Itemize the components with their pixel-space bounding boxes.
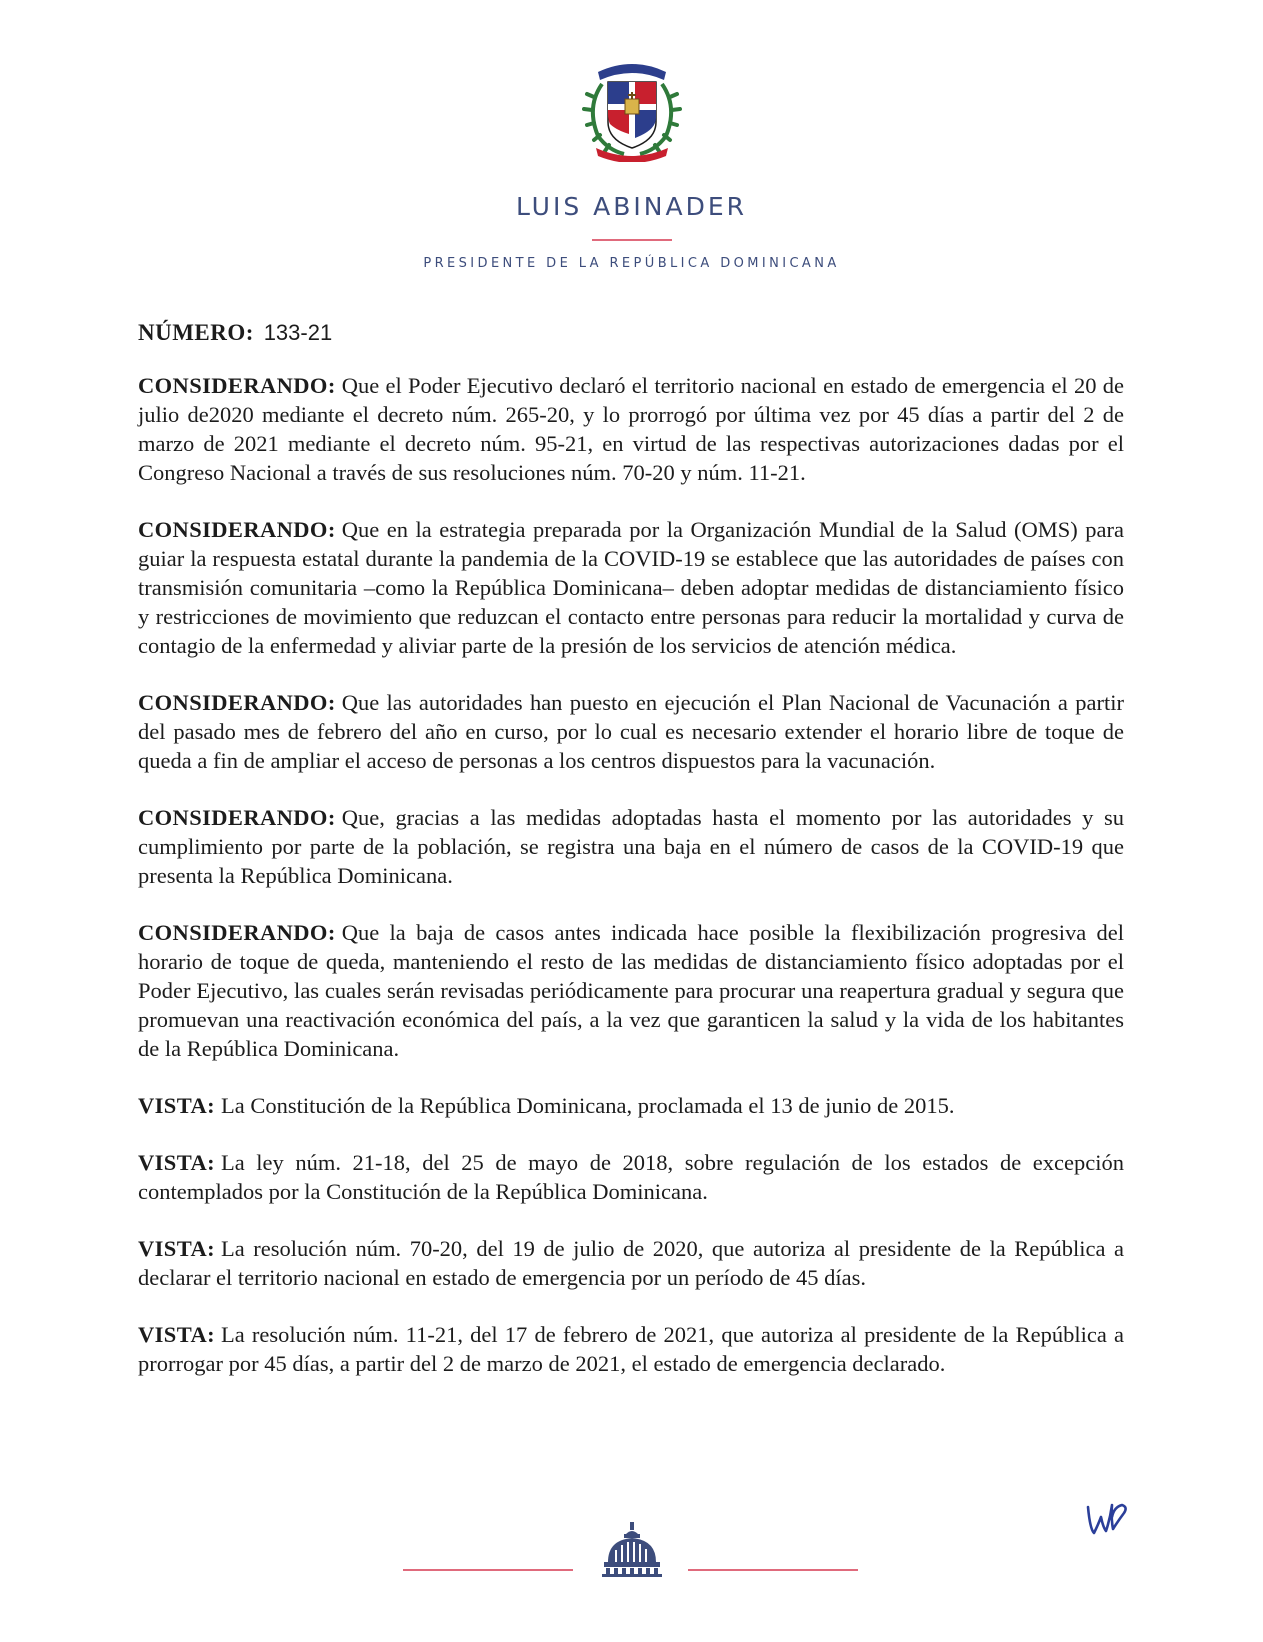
paragraph-text: Que en la estrategia preparada por la Organización Mundial de la Salud (OMS) para guiar la respuesta estatal durante la pandemia de la COVID-19 se establece que las autoridades de países con transmisión comunitaria –como la República Dominicana– deben adoptar medidas de distanciamiento físico y restricciones de movimiento que reduzcan el contacto entre personas para reducir la mortalidad y curva de contagio de la enfermedad y aliviar parte de la presión de los servicios de atención médica. [138, 517, 1124, 658]
paragraph-label: VISTA: [138, 1150, 215, 1175]
paragraph-text: La Constitución de la República Dominicana, proclamada el 13 de junio de 2015. [221, 1093, 955, 1118]
paragraph-text: La resolución núm. 70-20, del 19 de julio de 2020, que autoriza al presidente de la República a declarar el territorio nacional en estado de emergencia por un período de 45 días. [138, 1236, 1124, 1290]
footer-rule-left [403, 1569, 573, 1571]
paragraph-considerando-4 [138, 803, 1124, 890]
header-subtitle: PRESIDENTE DE LA REPÚBLICA DOMINICANA [423, 256, 840, 271]
paragraph-vista-1 [138, 1091, 1124, 1120]
dome-building-icon [600, 1522, 664, 1578]
coat-of-arms-icon [580, 52, 684, 162]
paragraph-considerando-2 [138, 515, 1124, 660]
paragraph-considerando-3 [138, 688, 1124, 775]
paragraph-vista-4 [138, 1320, 1124, 1378]
paragraph-label: CONSIDERANDO: [138, 920, 336, 945]
header-name: LUIS ABINADER [515, 192, 748, 221]
paragraph-text: Que las autoridades han puesto en ejecución el Plan Nacional de Vacunación a partir del pasado mes de febrero del año en curso, por lo cual es necesario extender el horario libre de toque de queda a fin de ampliar el acceso de personas a los centros dispuestos para la vacunación. [138, 690, 1124, 773]
footer-rule-right [688, 1569, 858, 1571]
paragraph-text: Que el Poder Ejecutivo declaró el territorio nacional en estado de emergencia el 20 de julio de2020 mediante el decreto núm. 265-20, y lo prorrogó por última vez por 45 días a partir del 2 de marzo de 2021 mediante el decreto núm. 95-21, en virtud de las respectivas autorizaciones dadas por el Congreso Nacional a través de sus resoluciones núm. 70-20 y núm. 11-21. [138, 373, 1124, 485]
paragraph-label: VISTA: [138, 1322, 215, 1347]
paragraph-label: VISTA: [138, 1093, 215, 1118]
paragraph-label: VISTA: [138, 1236, 215, 1261]
paragraph-label: CONSIDERANDO: [138, 373, 336, 398]
paragraph-label: CONSIDERANDO: [138, 517, 336, 542]
paragraph-vista-3 [138, 1234, 1124, 1292]
document-number-label: NÚMERO: [138, 320, 254, 345]
header-divider [592, 239, 672, 241]
document-number-value: 133-21 [263, 320, 333, 345]
paragraph-label: CONSIDERANDO: [138, 805, 336, 830]
paragraph-text: La resolución núm. 11-21, del 17 de febrero de 2021, que autoriza al presidente de la República a prorrogar por 45 días, a partir del 2 de marzo de 2021, el estado de emergencia declarado. [138, 1322, 1124, 1376]
paragraph-vista-2 [138, 1148, 1124, 1206]
paragraph-text: Que la baja de casos antes indicada hace posible la flexibilización progresiva del horario de toque de queda, manteniendo el resto de las medidas de distanciamiento físico adoptadas por el Poder Ejecutivo, las cuales serán revisadas periódicamente para procurar una reapertura gradual y segura que promuevan una reactivación económica del país, a la vez que garanticen la salud y la vida de los habitantes de la República Dominicana. [138, 920, 1124, 1061]
paragraph-considerando-1 [138, 371, 1124, 487]
document-number [138, 320, 332, 346]
paragraph-considerando-5 [138, 918, 1124, 1063]
paragraph-text: Que, gracias a las medidas adoptadas hasta el momento por las autoridades y su cumplimiento por parte de la población, se registra una baja en el número de casos de la COVID-19 que presenta la República Dominicana. [138, 805, 1124, 888]
paragraph-text: La ley núm. 21-18, del 25 de mayo de 2018, sobre regulación de los estados de excepción contemplados por la Constitución de la República Dominicana. [138, 1150, 1124, 1204]
document-body [138, 371, 1124, 1406]
signature-initials-icon [1084, 1499, 1130, 1539]
paragraph-label: CONSIDERANDO: [138, 690, 336, 715]
